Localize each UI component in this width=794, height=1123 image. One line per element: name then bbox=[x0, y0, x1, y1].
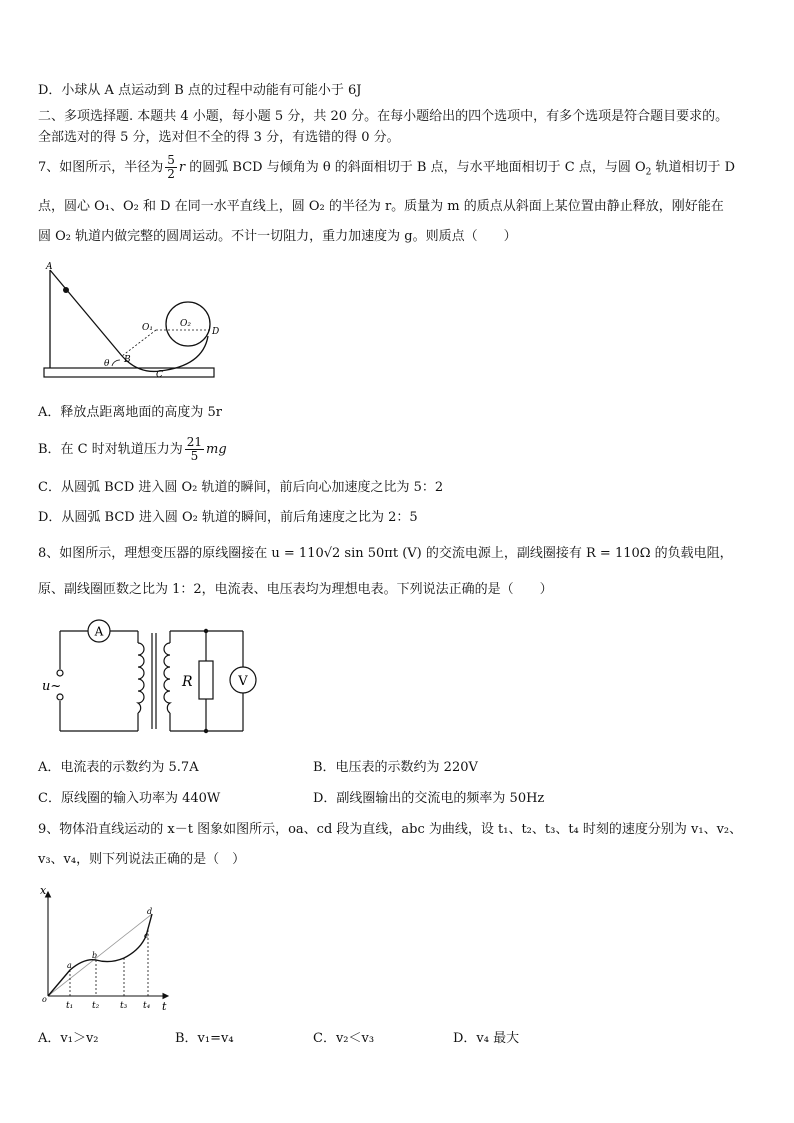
q7-text-a: 7、如图所示，半径为 bbox=[38, 160, 164, 175]
section2-line2: 全部选对的得 5 分，选对但不全的得 3 分，有选错的得 0 分。 bbox=[38, 130, 400, 145]
ammeter bbox=[88, 620, 110, 642]
q7-fraction bbox=[165, 154, 177, 181]
q7-option-b bbox=[38, 434, 227, 466]
mass-point bbox=[63, 287, 69, 293]
axis-x-label: x bbox=[40, 884, 47, 897]
label-theta: θ bbox=[104, 359, 110, 369]
q7-text-c: 轨道相切于 D bbox=[651, 160, 736, 175]
q9-xt-graph bbox=[36, 884, 176, 1014]
q8-option-b: B．电压表的示数约为 220V bbox=[313, 760, 478, 775]
q9-option-b: B．v₁=v₄ bbox=[175, 1031, 234, 1046]
tick-t4: t₄ bbox=[143, 1001, 151, 1011]
tick-t1: t₁ bbox=[66, 1001, 74, 1011]
q9-option-c: C．v₂＜v₃ bbox=[313, 1031, 375, 1046]
voltmeter bbox=[230, 667, 256, 693]
point-b: b bbox=[92, 951, 98, 960]
q7-r: r bbox=[178, 160, 186, 175]
q7-figure bbox=[38, 258, 228, 383]
q7-text-b: 的圆弧 BCD 与倾角为 θ 的斜面相切于 B 点，与水平地面相切于 C 点，与圆 O bbox=[185, 160, 646, 175]
q7-b-pre: B．在 C 时对轨道压力为 bbox=[38, 442, 183, 457]
q8-line1: 8、如图所示，理想变压器的原线圈接在 u = 110√2 sin 50πt (V) 的交流电源上，副线圈接有 R = 110Ω 的负载电阻， bbox=[38, 546, 733, 561]
q6-option-d: D．小球从 A 点运动到 B 点的过程中动能有可能小于 6J bbox=[38, 83, 362, 98]
label-a: A bbox=[46, 262, 53, 272]
point-o: o bbox=[42, 995, 47, 1004]
q8-circuit bbox=[38, 617, 268, 739]
label-o2: O₂ bbox=[180, 319, 191, 329]
axis-t-label: t bbox=[162, 1000, 167, 1013]
q8-option-a: A．电流表的示数约为 5.7A bbox=[38, 760, 199, 775]
label-d: D bbox=[212, 327, 220, 337]
frac-num: 5 bbox=[167, 153, 175, 167]
q7-b-frac bbox=[185, 436, 204, 463]
q7-option-a: A．释放点距离地面的高度为 5r bbox=[38, 405, 223, 420]
frac-den: 5 bbox=[190, 449, 199, 463]
source-label: u~ bbox=[42, 679, 62, 694]
q7-line1 bbox=[38, 152, 735, 189]
point-c: c bbox=[144, 931, 149, 940]
tick-t3: t₃ bbox=[120, 1001, 128, 1011]
frac-den: 2 bbox=[167, 167, 175, 181]
q7-option-c: C．从圆弧 BCD 进入圆 O₂ 轨道的瞬间，前后向心加速度之比为 5：2 bbox=[38, 480, 444, 495]
q9-option-a: A．v₁＞v₂ bbox=[38, 1031, 99, 1046]
q8-option-d: D．副线圈输出的交流电的频率为 50Hz bbox=[313, 791, 545, 806]
point-d: d bbox=[147, 907, 153, 916]
tick-t2: t₂ bbox=[92, 1001, 100, 1011]
frac-num: 21 bbox=[186, 435, 203, 449]
ammeter-label: A bbox=[94, 624, 104, 639]
ground bbox=[44, 368, 214, 377]
q9-option-d: D．v₄ 最大 bbox=[453, 1031, 520, 1046]
q7-line3: 圆 O₂ 轨道内做完整的圆周运动。不计一切阻力，重力加速度为 g。则质点（ ） bbox=[38, 229, 517, 244]
q7-b-post: mg bbox=[206, 442, 227, 457]
q8-option-c: C．原线圈的输入功率为 440W bbox=[38, 791, 221, 806]
q7-option-d: D．从圆弧 BCD 进入圆 O₂ 轨道的瞬间，前后角速度之比为 2：5 bbox=[38, 510, 418, 525]
q7-sub: 2 bbox=[645, 167, 652, 178]
label-b: B bbox=[124, 355, 131, 365]
resistor-label: R bbox=[182, 674, 193, 690]
label-o1: O₁ bbox=[142, 323, 153, 333]
q9-line2: v₃、v₄，则下列说法正确的是（ ） bbox=[38, 852, 246, 867]
section2-line1: 二、多项选择题. 本题共 4 小题，每小题 5 分，共 20 分。在每小题给出的四个选项中，有多个选项是符合题目要求的。 bbox=[38, 109, 729, 124]
label-c: C bbox=[156, 370, 163, 380]
q9-line1: 9、物体沿直线运动的 x－t 图象如图所示，oa、cd 段为直线，abc 为曲线，设 t₁、t₂、t₃、t₄ 时刻的速度分别为 v₁、v₂、 bbox=[38, 822, 743, 837]
voltmeter-label: V bbox=[238, 674, 248, 689]
q7-line2: 点，圆心 O₁、O₂ 和 D 在同一水平直线上，圆 O₂ 的半径为 r。质量为 m 的质点从斜面上某位置由静止释放，刚好能在 bbox=[38, 199, 724, 214]
point-a: a bbox=[67, 961, 72, 970]
q8-line2: 原、副线圈匝数之比为 1：2，电流表、电压表均为理想电表。下列说法正确的是（ ） bbox=[38, 582, 553, 597]
